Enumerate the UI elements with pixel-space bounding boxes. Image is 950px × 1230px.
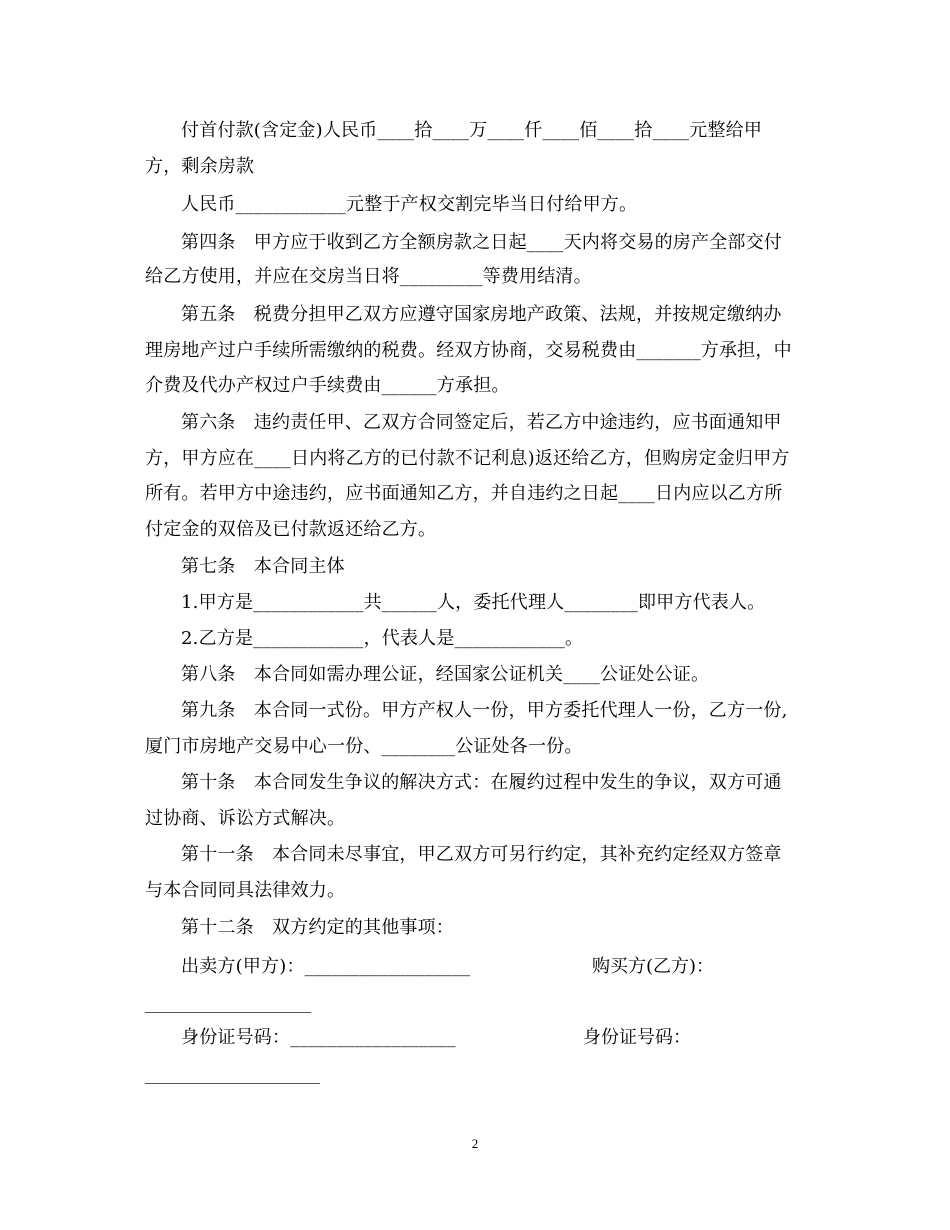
paragraph-line: 给乙方使用，并应在交房当日将_________等费用结清。	[145, 266, 592, 287]
seller-id-label: 身份证号码：__________________	[181, 1027, 456, 1048]
paragraph-line: 方，甲方应在____日内将乙方的已付款不记利息)返还给乙方，但购房定金归甲方	[145, 448, 790, 469]
paragraph-line: 付首付款(含定金)人民币____拾____万____仟____佰____拾____元整给甲	[181, 120, 763, 141]
seller-label: 出卖方(甲方)：__________________	[181, 956, 471, 977]
paragraph-line: 第十一条 本合同未尽事宜，甲乙双方可另行约定，其补充约定经双方签章	[181, 844, 782, 865]
paragraph-line: 第八条 本合同如需办理公证，经国家公证机关____公证处公证。	[181, 664, 710, 685]
paragraph-line: 第五条 税费分担甲乙双方应遵守国家房地产政策、法规，并按规定缴纳办	[181, 304, 782, 325]
paragraph-line: 第九条 本合同一式份。甲方产权人一份，甲方委托代理人一份，乙方一份,	[181, 700, 788, 721]
buyer-id-label: 身份证号码：	[583, 1027, 691, 1048]
paragraph-line: 厦门市房地产交易中心一份、________公证处各一份。	[145, 736, 583, 757]
paragraph-line: 过协商、诉讼方式解决。	[145, 808, 346, 829]
paragraph-line: 第四条 甲方应于收到乙方全额房款之日起____天内将交易的房产全部交付	[181, 232, 782, 253]
paragraph-line: 2.乙方是____________，代表人是____________。	[181, 628, 584, 649]
buyer-label: 购买方(乙方)：	[592, 956, 715, 977]
paragraph-line: 付定金的双倍及已付款返还给乙方。	[145, 519, 437, 540]
paragraph-line: 介费及代办产权过户手续费由______方承担。	[145, 375, 510, 396]
paragraph-line: 第六条 违约责任甲、乙双方合同签定后，若乙方中途违约，应书面通知甲	[181, 412, 782, 433]
paragraph-line: 方，剩余房款	[145, 156, 255, 177]
paragraph-line: 第十二条 双方约定的其他事项：	[181, 917, 454, 938]
buyer-signature-line	[145, 1012, 311, 1013]
paragraph-line: 人民币____________元整于产权交割完毕当日付给甲方。	[181, 194, 638, 215]
paragraph-line: 第七条 本合同主体	[181, 556, 345, 577]
paragraph-line: 理房地产过户手续所需缴纳的税费。经双方协商，交易税费由_______方承担，中	[145, 340, 792, 361]
paragraph-line: 第十条 本合同发生争议的解决方式：在履约过程中发生的争议，双方可通	[181, 772, 782, 793]
buyer-id-line	[145, 1083, 320, 1084]
page-number: 2	[471, 1136, 479, 1151]
paragraph-line: 与本合同同具法律效力。	[145, 880, 346, 901]
paragraph-line: 所有。若甲方中途违约，应书面通知乙方，并自违约之日起____日内应以乙方所	[145, 483, 783, 504]
paragraph-line: 1.甲方是____________共______人，委托代理人________即甲方代表人。	[181, 592, 766, 613]
